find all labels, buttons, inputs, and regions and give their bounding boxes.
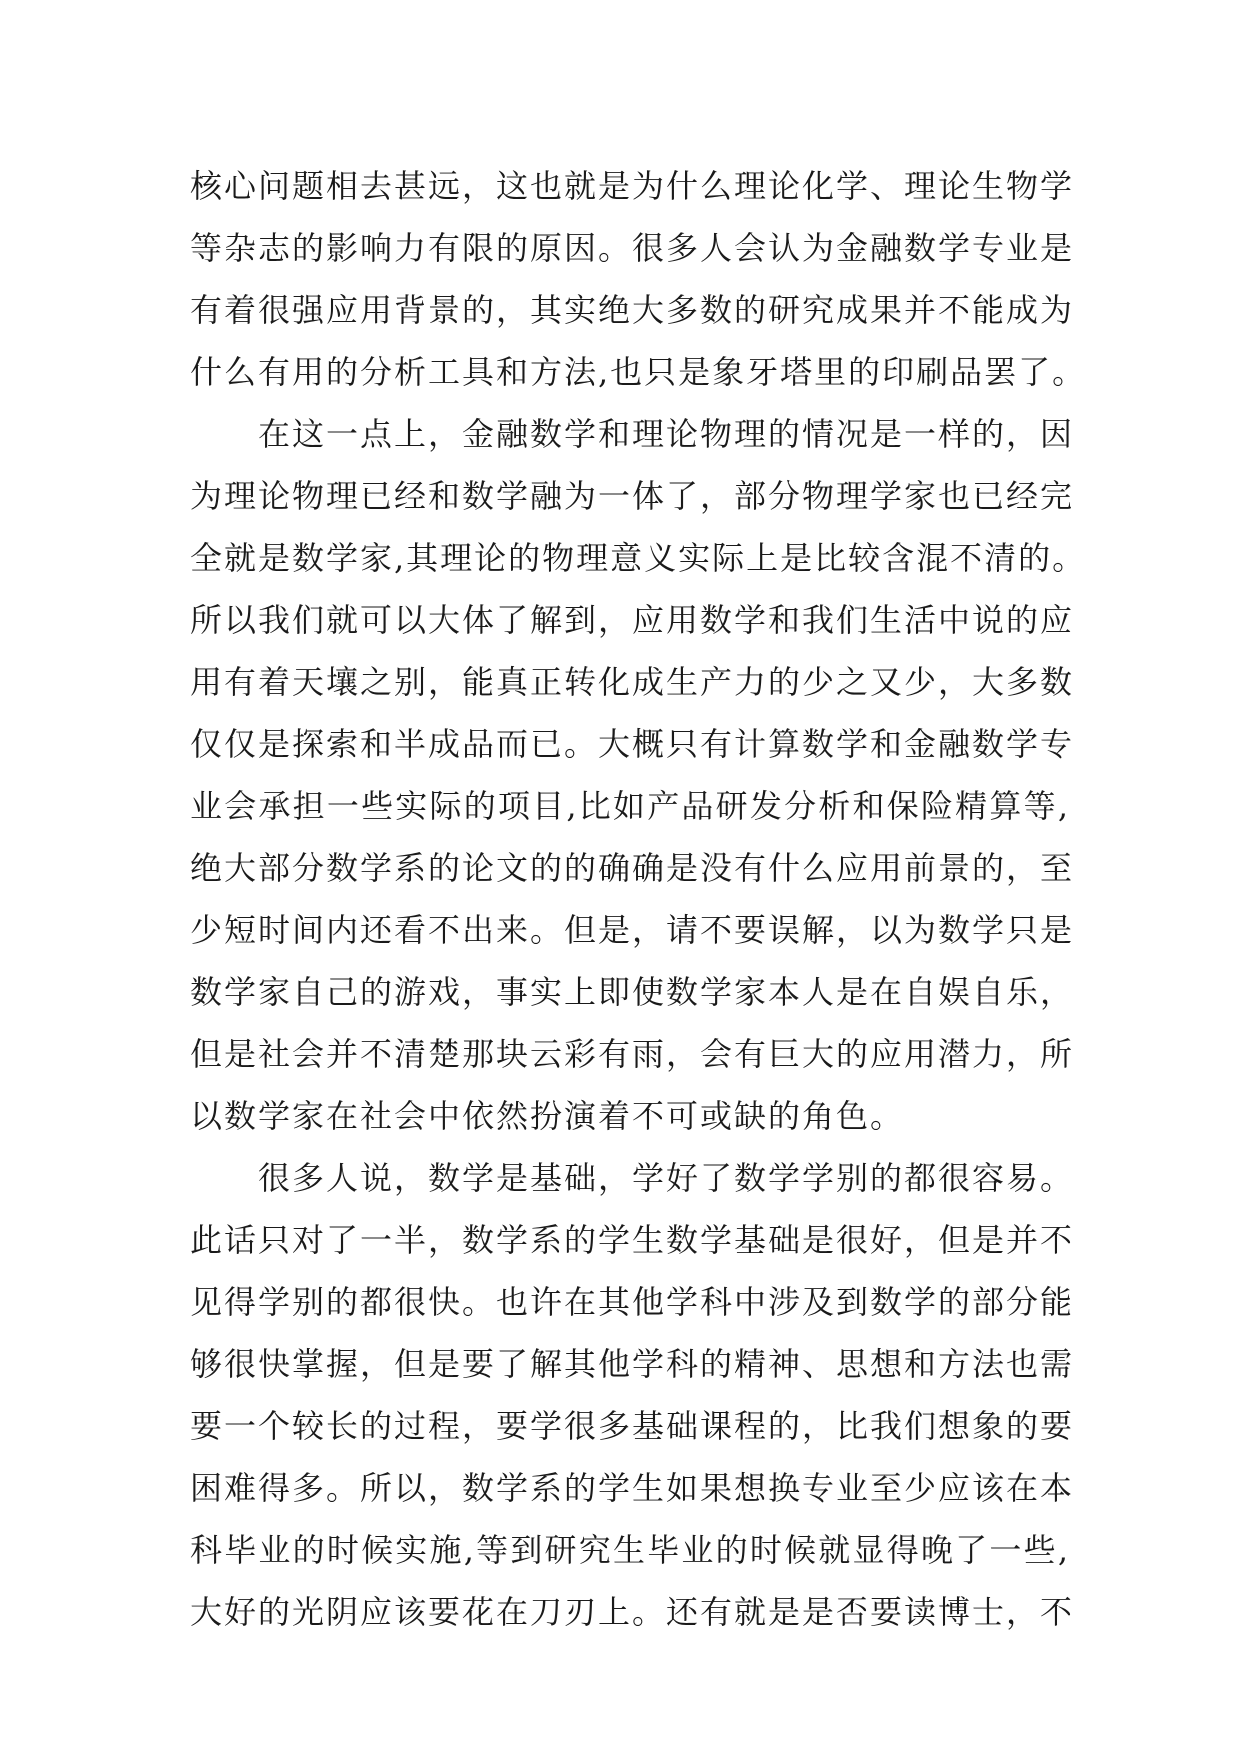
text-line: 仅仅是探索和半成品而已。大概只有计算数学和金融数学专 xyxy=(190,725,1075,763)
text-line: 业会承担一些实际的项目,比如产品研发分析和保险精算等, xyxy=(190,787,1070,825)
text-line: 在这一点上，金融数学和理论物理的情况是一样的，因 xyxy=(258,415,1075,453)
text-line: 有着很强应用背景的，其实绝大多数的研究成果并不能成为 xyxy=(190,291,1075,329)
text-line: 很多人说，数学是基础，学好了数学学别的都很容易。 xyxy=(258,1159,1075,1197)
paragraph-2 xyxy=(190,403,1087,1147)
text-line: 此话只对了一半，数学系的学生数学基础是很好，但是并不 xyxy=(190,1221,1075,1259)
body-text xyxy=(190,155,1087,1643)
text-line: 见得学别的都很快。也许在其他学科中涉及到数学的部分能 xyxy=(190,1283,1075,1321)
text-line: 困难得多。所以，数学系的学生如果想换专业至少应该在本 xyxy=(190,1469,1075,1507)
text-line: 少短时间内还看不出来。但是，请不要误解，以为数学只是 xyxy=(190,911,1075,949)
text-line: 绝大部分数学系的论文的的确确是没有什么应用前景的，至 xyxy=(190,849,1075,887)
text-line: 什么有用的分析工具和方法,也只是象牙塔里的印刷品罢了。 xyxy=(190,353,1087,391)
paragraph-3 xyxy=(190,1147,1075,1643)
text-line: 等杂志的影响力有限的原因。很多人会认为金融数学专业是 xyxy=(190,229,1075,267)
text-line: 数学家自己的游戏，事实上即使数学家本人是在自娱自乐， xyxy=(190,973,1075,1011)
paragraph-1 xyxy=(190,155,1087,403)
text-line: 用有着天壤之别，能真正转化成生产力的少之又少，大多数 xyxy=(190,663,1075,701)
text-line: 核心问题相去甚远，这也就是为什么理论化学、理论生物学 xyxy=(190,167,1075,205)
text-line: 大好的光阴应该要花在刀刃上。还有就是是否要读博士，不 xyxy=(190,1593,1075,1631)
text-line: 科毕业的时候实施,等到研究生毕业的时候就显得晚了一些, xyxy=(190,1531,1070,1569)
text-line: 要一个较长的过程，要学很多基础课程的，比我们想象的要 xyxy=(190,1407,1075,1445)
text-line: 但是社会并不清楚那块云彩有雨，会有巨大的应用潜力，所 xyxy=(190,1035,1075,1073)
text-line: 以数学家在社会中依然扮演着不可或缺的角色。 xyxy=(190,1097,905,1135)
text-line: 够很快掌握，但是要了解其他学科的精神、思想和方法也需 xyxy=(190,1345,1075,1383)
text-line: 全就是数学家,其理论的物理意义实际上是比较含混不清的。 xyxy=(190,539,1087,577)
text-line: 为理论物理已经和数学融为一体了，部分物理学家也已经完 xyxy=(190,477,1075,515)
text-line: 所以我们就可以大体了解到，应用数学和我们生活中说的应 xyxy=(190,601,1075,639)
